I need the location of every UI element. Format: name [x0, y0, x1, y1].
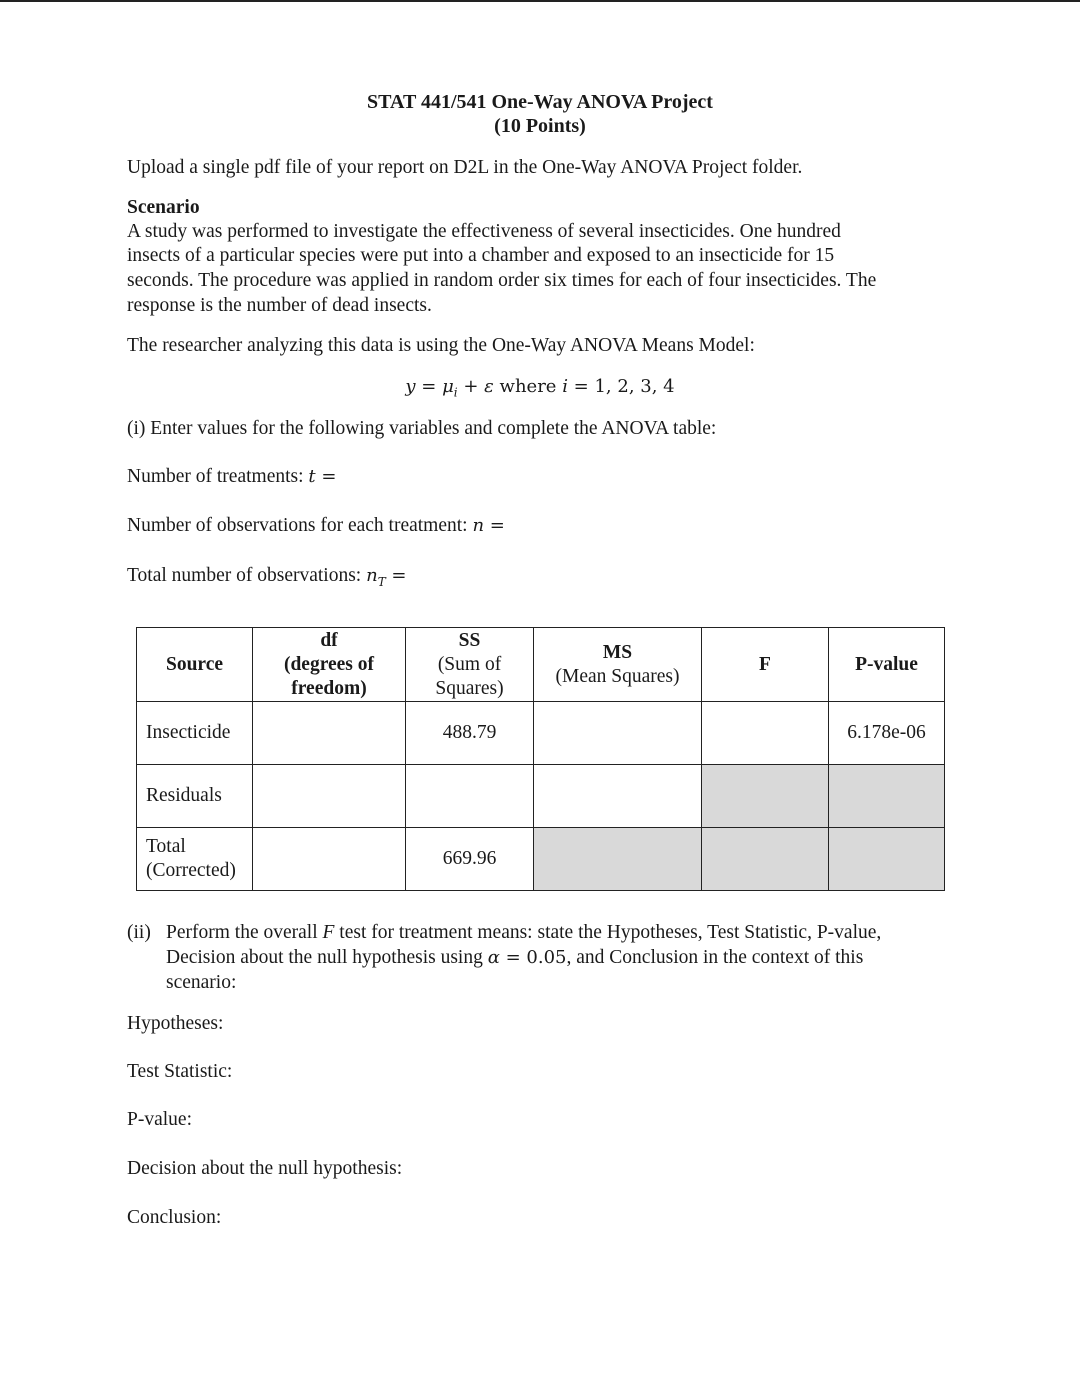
eq-mu-sub: i — [453, 385, 458, 400]
cell-df-input[interactable] — [253, 828, 406, 891]
anova-table — [136, 627, 945, 891]
obs-each-equals: = — [484, 515, 505, 536]
header-f: F — [702, 628, 829, 702]
eq-equals: = — [415, 376, 443, 397]
header-ms-line-2: (Mean Squares) — [555, 665, 680, 687]
part-ii-text-d: , and Conclusion in the context of this — [566, 947, 864, 968]
anova-row-residuals — [137, 765, 945, 828]
header-source: Source — [137, 628, 253, 702]
part-ii-label: (ii) — [127, 922, 151, 943]
header-df-line-1: df — [320, 629, 338, 651]
cell-f-shaded — [702, 828, 829, 891]
total-obs-line — [127, 564, 407, 594]
cell-df-input[interactable] — [253, 702, 406, 765]
cell-ms-input[interactable] — [534, 765, 702, 828]
part-ii-line-1 — [166, 921, 881, 946]
part-ii-text-a: Perform the overall — [166, 922, 323, 943]
cell-ms-input[interactable] — [534, 702, 702, 765]
obs-each-line — [127, 514, 505, 539]
page-top-border — [0, 0, 1080, 2]
anova-header-row — [137, 628, 945, 702]
eq-where: where — [493, 376, 563, 397]
eq-range: 1, 2, 3, 4 — [594, 376, 675, 397]
cell-source: Residuals — [137, 765, 253, 828]
document-points: (10 Points) — [494, 115, 586, 137]
anova-row-total — [137, 828, 945, 891]
part-ii-line-3: scenario: — [166, 972, 237, 993]
test-statistic-label: Test Statistic: — [127, 1061, 233, 1082]
header-ss-line-1: SS — [458, 629, 481, 651]
header-p-value: P-value — [829, 628, 945, 702]
eq-mu: μ — [442, 376, 454, 397]
anova-row-insecticide — [137, 702, 945, 765]
part-i-instructions: (i) Enter values for the following variables and complete the ANOVA table: — [127, 418, 717, 439]
header-df-line-2: (degrees of — [283, 653, 375, 675]
header-ms-line-1: MS — [602, 641, 633, 663]
p-value-label: P-value: — [127, 1109, 192, 1130]
cell-ms-shaded — [534, 828, 702, 891]
part-ii-text-c: Decision about the null hypothesis using — [166, 947, 488, 968]
scenario-heading: Scenario — [127, 197, 200, 218]
cell-source-line-2: (Corrected) — [146, 860, 236, 881]
model-intro: The researcher analyzing this data is using the One-Way ANOVA Means Model: — [127, 335, 755, 356]
document-title: STAT 441/541 One-Way ANOVA Project — [367, 91, 713, 113]
cell-df-input[interactable] — [253, 765, 406, 828]
treatments-line — [127, 465, 336, 490]
eq-epsilon: ε — [484, 376, 494, 397]
cell-source-line-1: Total — [146, 836, 186, 857]
cell-source — [137, 828, 253, 891]
total-obs-label: Total number of observations: — [127, 565, 367, 586]
eq-i: i — [562, 376, 568, 397]
cell-ss-input[interactable] — [406, 765, 534, 828]
cell-f-shaded — [702, 765, 829, 828]
part-ii-alpha: α — [487, 947, 500, 968]
cell-p-shaded — [829, 828, 945, 891]
cell-p-value: 6.178e-06 — [829, 702, 945, 765]
model-equation — [0, 376, 1080, 400]
part-ii-text-b: test for treatment means: state the Hypotheses, Test Statistic, P-value, — [334, 922, 882, 943]
treatments-equals: = — [315, 466, 337, 487]
obs-each-symbol: n — [472, 515, 485, 536]
total-obs-symbol: n — [366, 565, 378, 586]
cell-source: Insecticide — [137, 702, 253, 765]
header-df-line-3: freedom) — [291, 677, 367, 699]
scenario-line-1: A study was performed to investigate the effectiveness of several insecticides. One hundred — [127, 221, 841, 242]
cell-f-input[interactable] — [702, 702, 829, 765]
total-obs-sub: T — [377, 574, 386, 589]
eq-plus: + — [457, 376, 485, 397]
upload-instructions: Upload a single pdf file of your report on D2L in the One-Way ANOVA Project folder. — [127, 157, 803, 178]
scenario-line-4: response is the number of dead insects. — [127, 295, 432, 316]
treatments-label: Number of treatments: — [127, 466, 309, 487]
eq-equals-2: = — [567, 376, 595, 397]
scenario-line-3: seconds. The procedure was applied in random order six times for each of four insecticides. The — [127, 270, 877, 291]
eq-y: y — [405, 376, 416, 397]
header-df — [253, 628, 406, 702]
cell-ss: 669.96 — [406, 828, 534, 891]
header-ss — [406, 628, 534, 702]
cell-p-shaded — [829, 765, 945, 828]
conclusion-label: Conclusion: — [127, 1207, 222, 1228]
treatments-symbol: t — [308, 466, 316, 487]
scenario-line-2: insects of a particular species were put into a chamber and exposed to an insecticide for 15 — [127, 245, 835, 266]
cell-ss: 488.79 — [406, 702, 534, 765]
part-ii-line-2 — [166, 946, 863, 971]
header-ss-line-2: (Sum of — [437, 653, 502, 675]
part-ii-alpha-value: = 0.05 — [499, 947, 567, 968]
part-ii-f: F — [322, 922, 335, 943]
total-obs-equals: = — [385, 565, 407, 586]
decision-label: Decision about the null hypothesis: — [127, 1158, 403, 1179]
header-ss-line-3: Squares) — [435, 677, 504, 699]
hypotheses-label: Hypotheses: — [127, 1013, 224, 1034]
obs-each-label: Number of observations for each treatment: — [127, 515, 473, 536]
header-ms — [534, 628, 702, 702]
